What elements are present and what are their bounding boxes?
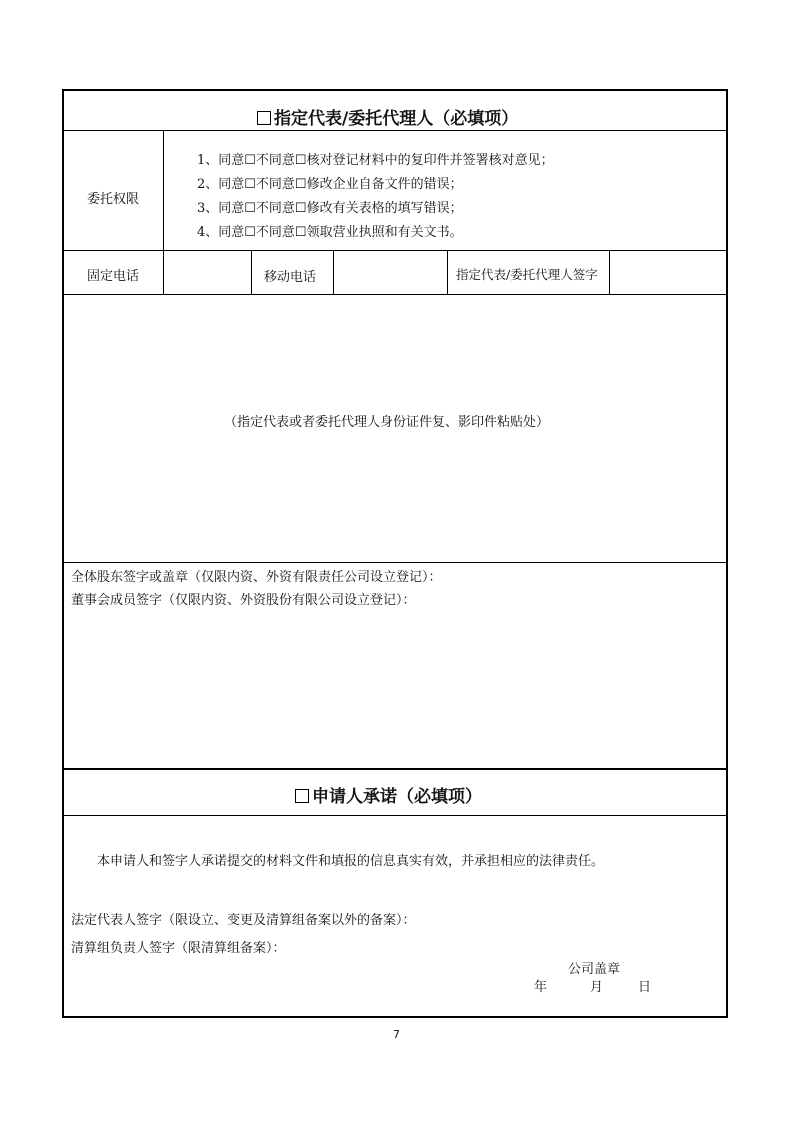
divider [251,250,252,294]
divider [447,250,448,294]
liquidation-sign-line: 清算组负责人签字（限清算组备案）： [71,941,286,956]
checkbox-icon[interactable] [295,789,309,803]
id-copy-note: （指定代表或者委托代理人身份证件复、影印件粘贴处） [224,415,550,430]
fixed-phone-label: 固定电话 [87,269,140,284]
date-day: 日 [638,980,652,995]
date-month: 月 [590,980,604,995]
divider [63,768,727,770]
fixed-phone-field[interactable] [164,251,250,293]
mobile-phone-label: 移动电话 [264,270,317,285]
commitment-text: 本申请人和签字人承诺提交的材料文件和填报的信息真实有效，并承担相应的法律责任。 [97,854,605,869]
authority-item-1: 1、同意☐不同意☐核对登记材料中的复印件并签署核对意见； [197,153,554,168]
section-title-agent [257,104,518,129]
shareholders-sign-line: 全体股东签字或盖章（仅限内资、外资有限责任公司设立登记）： [71,570,442,585]
authority-item-3: 3、同意☐不同意☐修改有关表格的填写错误； [197,201,463,216]
date-year: 年 [534,980,548,995]
section-title-commitment [295,782,482,807]
board-sign-line: 董事会成员签字（仅限内资、外资股份有限公司设立登记）： [71,593,416,608]
section-title-commitment-text: 申请人承诺（必填项） [312,787,482,807]
agent-signature-field[interactable] [610,251,726,293]
mobile-phone-field[interactable] [334,251,446,293]
authority-item-4: 4、同意☐不同意☐领取营业执照和有关文书。 [197,225,463,240]
divider [63,562,727,563]
checkbox-icon[interactable] [257,111,271,125]
company-seal-label: 公司盖章 [568,962,621,977]
legal-rep-sign-line: 法定代表人签字（限设立、变更及清算组备案以外的备案）： [71,913,416,928]
divider [63,815,727,816]
divider [63,294,727,295]
agent-signature-label: 指定代表/委托代理人签字 [456,267,598,282]
authority-label: 委托权限 [87,192,140,207]
authority-item-2: 2、同意☐不同意☐修改企业自备文件的错误； [197,177,463,192]
page-number: 7 [393,1028,400,1041]
section-title-agent-text: 指定代表/委托代理人（必填项） [274,109,519,129]
